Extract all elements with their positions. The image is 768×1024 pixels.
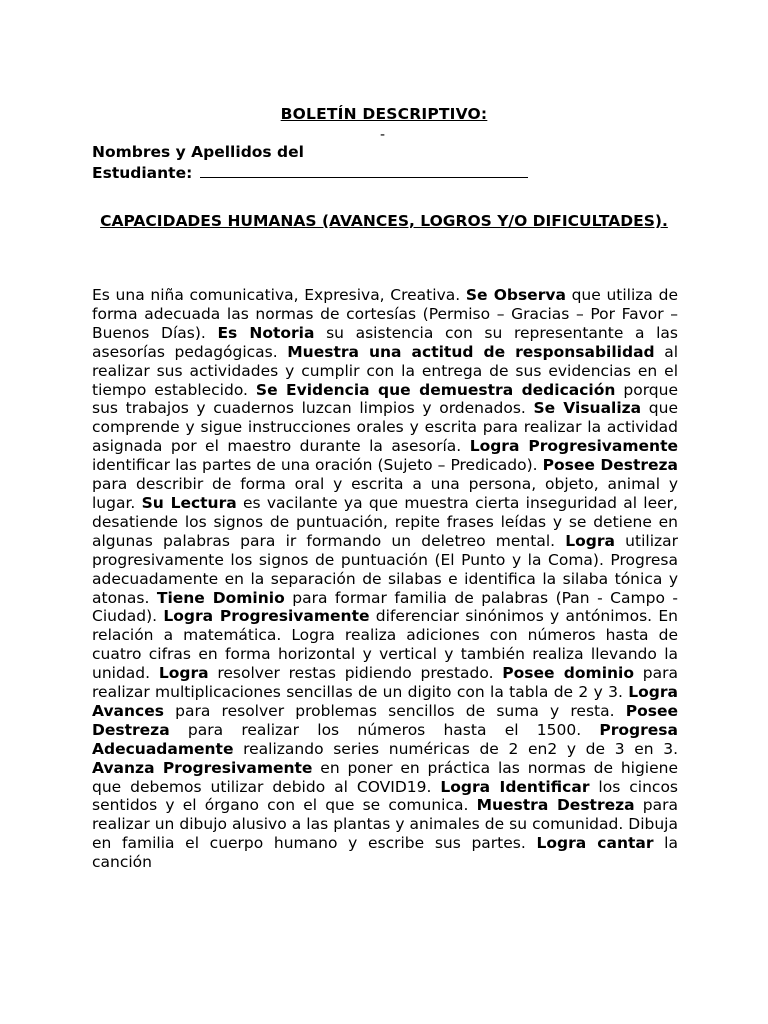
section-heading: CAPACIDADES HUMANAS (AVANCES, LOGROS Y/O DIFICULTADES). xyxy=(100,212,668,230)
bold-phrase: Logra Progresivamente xyxy=(469,437,678,456)
bold-phrase: Avanza Progresivamente xyxy=(92,758,313,777)
student-name-field xyxy=(92,143,528,183)
student-label-line1: Nombres y Apellidos del xyxy=(92,143,304,161)
bold-phrase: Tiene Dominio xyxy=(156,588,285,607)
dash-mark: - xyxy=(380,127,386,143)
text-run: para formar familia de palabras (Pan - Campo - Ciudad). xyxy=(92,588,678,626)
bold-phrase: Logra xyxy=(158,664,209,683)
text-run: al realizar sus actividades y cumplir con la entrega de sus evidencias en el tiempo establecido. xyxy=(92,342,679,399)
text-run: utilizar progresivamente los signos de puntuación (El Punto y la Coma). Progresa adecuadamente en la separación de silabas e identifica la silaba tónica y atonas. xyxy=(92,531,679,607)
student-name-blank-line xyxy=(200,163,528,178)
text-run: para realizar un dibujo alusivo a las plantas y animales de su comunidad. Dibuja en familia el cuerpo humano y escribe sus partes. xyxy=(92,796,678,853)
text-run: resolver restas pidiendo prestado. xyxy=(208,664,503,683)
student-label-row xyxy=(92,163,528,184)
bold-phrase: Muestra Destreza xyxy=(476,796,635,815)
bold-phrase: Se Visualiza xyxy=(533,399,642,418)
bold-phrase: Posee Destreza xyxy=(542,456,678,475)
text-run: su asistencia con su representante a las asesorías pedagógicas. xyxy=(92,323,679,361)
text-run: en poner en práctica las normas de higiene que debemos utilizar debido al COVID19. xyxy=(92,758,678,796)
student-label-line2: Estudiante: xyxy=(92,163,193,182)
text-run: para describir de forma oral y escrita a una persona, objeto, animal y lugar. xyxy=(92,475,678,512)
text-run: porque sus trabajos y cuadernos luzcan limpios y ordenados. xyxy=(92,380,678,418)
text-run: identificar las partes de una oración (Sujeto – Predicado). xyxy=(92,456,543,475)
text-run: para realizar los números hasta el 1500. xyxy=(169,720,600,739)
bold-phrase: Logra cantar xyxy=(536,834,654,853)
bold-phrase: Logra Identificar xyxy=(440,777,590,796)
bold-phrase: Logra Progresivamente xyxy=(163,607,370,626)
text-run: que comprende y sigue instrucciones orales y escrita para realizar la actividad asignada por el maestro durante la asesoría. xyxy=(92,399,678,456)
bold-phrase: Posee dominio xyxy=(502,664,635,683)
bold-phrase: Es Notoria xyxy=(217,323,315,342)
text-run: diferenciar sinónimos y antónimos. En relación a matemática. Logra realiza adiciones con números hasta de cuatro cifras en forma horizontal y vertical y también realiza llevando la unidad. xyxy=(92,607,679,683)
bold-phrase: Se Observa xyxy=(465,286,566,304)
description-paragraph xyxy=(92,286,678,872)
text-run: Es una niña comunicativa, Expresiva, Creativa. xyxy=(92,286,466,304)
bold-phrase: Su Lectura xyxy=(141,493,237,512)
bold-phrase: Logra xyxy=(565,531,615,550)
bold-phrase: Logra Avances xyxy=(92,683,678,720)
text-run: es vacilante ya que muestra cierta inseguridad al leer, desatiende los signos de puntuación, repite frases leídas y se detiene en algunas palabras para ir formando un deletreo mental. xyxy=(92,493,678,550)
text-run: los cincos sentidos y el órgano con el que se comunica. xyxy=(92,777,678,815)
text-run: realizando series numéricas de 2 en2 y de 3 en 3. xyxy=(233,739,678,758)
text-run: para realizar multiplicaciones sencillas de un digito con la tabla de 2 y 3. xyxy=(92,664,679,702)
text-run: la canción xyxy=(92,834,678,872)
document-title: BOLETÍN DESCRIPTIVO: xyxy=(280,105,488,123)
text-run: para resolver problemas sencillos de suma y resta. xyxy=(163,701,626,720)
bold-phrase: Se Evidencia que demuestra dedicación xyxy=(255,380,616,399)
bold-phrase: Posee Destreza xyxy=(92,701,678,739)
bold-phrase: Progresa Adecuadamente xyxy=(92,720,678,758)
bold-phrase: Muestra una actitud de responsabilidad xyxy=(287,342,655,361)
text-run: que utiliza de forma adecuada las normas de cortesías (Permiso – Gracias – Por Favor – Buenos Días). xyxy=(92,286,678,342)
